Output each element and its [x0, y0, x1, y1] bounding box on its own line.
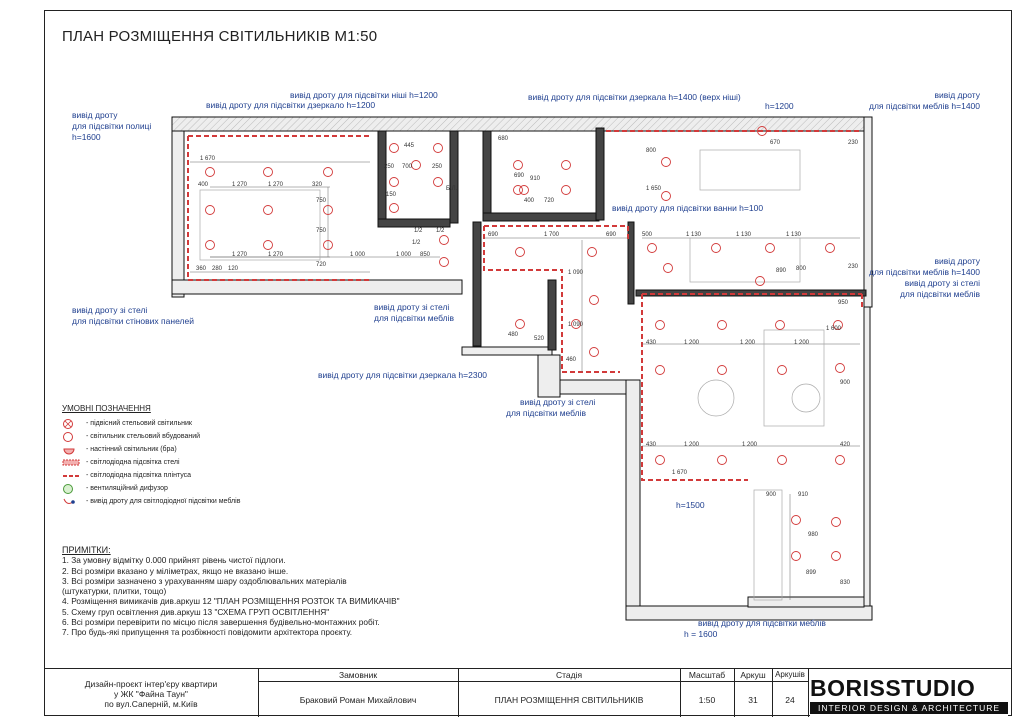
- note-line: 3. Всі розміри зазначено з урахуванням шару оздоблювальних матеріалів: [62, 575, 347, 586]
- dimension-label: 250: [432, 164, 443, 170]
- recessed-light-icon: [440, 258, 449, 267]
- recessed-light-icon: [264, 206, 273, 215]
- recessed-light-icon: [836, 364, 845, 373]
- recessed-light-icon: [718, 366, 727, 375]
- dimension-label: 120: [228, 266, 239, 272]
- recessed-light-icon: [656, 456, 665, 465]
- dimension-label: 460: [566, 357, 577, 363]
- dimension-label: 1/2: [436, 228, 445, 234]
- annotation: для підсвітки полиці: [72, 121, 152, 131]
- note-line: 5. Схему груп освітлення див.аркуш 13 "СХЕМА ГРУП ОСВІТЛЕННЯ": [62, 606, 330, 617]
- dimension-label: 800: [796, 266, 807, 272]
- dimension-label: 250: [384, 164, 395, 170]
- stage-label: Стадія: [555, 670, 583, 680]
- recessed-light-icon: [662, 158, 671, 167]
- recessed-light-icon: [206, 206, 215, 215]
- dimension-label: 400: [524, 198, 535, 204]
- dimension-label: 1 200: [794, 340, 810, 346]
- legend-row: - настінний світильник (бра): [62, 443, 240, 456]
- dimension-label: 1 130: [736, 232, 752, 238]
- recessed-light-icon: [588, 248, 597, 257]
- annotation: вивід дроту: [934, 90, 980, 100]
- recessed-light-icon: [836, 456, 845, 465]
- dimension-label: 1 090: [568, 322, 584, 328]
- recessed-light-icon: [434, 178, 443, 187]
- recessed-light-icon: [206, 168, 215, 177]
- project-line: Дизайн-проєкт інтер'єру квартири: [84, 679, 218, 689]
- sheets-value: 24: [785, 695, 795, 705]
- recessed-light-icon: [778, 366, 787, 375]
- dimension-label: 500: [642, 232, 653, 238]
- legend-row: - світильник стельовий вбудований: [62, 430, 240, 443]
- annotation: вивід дроту для підсвітки дзеркала h=1400 (верх ніші): [528, 92, 741, 102]
- annotation: h = 1600: [684, 629, 718, 639]
- left-wall: [172, 131, 184, 297]
- dimension-label: 750: [316, 198, 327, 204]
- scale-label: Масштаб: [688, 670, 726, 680]
- dimension-label: 1 200: [740, 340, 756, 346]
- dimension-label: 850: [420, 252, 431, 258]
- recessed-light-icon: [648, 244, 657, 253]
- legend: [62, 404, 240, 508]
- recessed-light-icon: [718, 321, 727, 330]
- annotation: для підсвітки меблів: [374, 313, 455, 323]
- dimension-label: 1/2: [414, 228, 423, 234]
- annotation: вивід дроту зі стелі: [374, 302, 450, 312]
- legend-row: - світлодіодна підсвітка плінтуса: [62, 469, 240, 482]
- recessed-light-icon: [792, 552, 801, 561]
- recessed-light-icon: [62, 431, 86, 443]
- dimension-label: 480: [508, 332, 519, 338]
- recessed-light-icon: [718, 456, 727, 465]
- dimension-label: 430: [646, 340, 657, 346]
- recessed-light-icon: [514, 161, 523, 170]
- dimension-label: 1 000: [350, 252, 366, 258]
- dimension-label: 1 130: [786, 232, 802, 238]
- dimension-label: 750: [316, 228, 327, 234]
- dimension-label: 1 270: [268, 252, 284, 258]
- annotation: вивід дроту для підсвітки дзеркала h=2300: [318, 370, 488, 380]
- legend-row: - вивід дроту для світлодіодної підсвітки меблів: [62, 495, 240, 508]
- annotation: вивід дроту зі стелі: [72, 305, 148, 315]
- recessed-light-icon: [206, 241, 215, 250]
- dimension-label: 1 200: [742, 442, 758, 448]
- sheet-label: Аркуш: [740, 670, 766, 680]
- dimension-label: 445: [404, 143, 415, 149]
- dimension-label: Б.Л.: [446, 186, 458, 192]
- annotation: вивід дроту зі стелі: [520, 397, 596, 407]
- dimension-label: 1 270: [232, 252, 248, 258]
- dimension-label: 1 090: [568, 270, 584, 276]
- recessed-light-icon: [562, 161, 571, 170]
- right-wall: [864, 117, 872, 307]
- dimension-label: 320: [312, 182, 323, 188]
- recessed-light-icon: [562, 186, 571, 195]
- dimension-label: 670: [770, 140, 781, 146]
- recessed-light-icon: [826, 244, 835, 253]
- sheet-value: 31: [748, 695, 758, 705]
- annotation: для підсвітки меблів h=1400: [869, 101, 980, 111]
- recessed-light-icon: [832, 518, 841, 527]
- dimension-label: 690: [488, 232, 499, 238]
- dimension-label: 1 600: [826, 326, 842, 332]
- recessed-light-icon: [590, 348, 599, 357]
- annotation: h=1500: [676, 500, 705, 510]
- dimension-label: 900: [766, 492, 777, 498]
- annotation: вивід дроту для підсвітки меблів: [698, 618, 826, 628]
- annotation: вивід дроту: [934, 256, 980, 266]
- recessed-light-icon: [832, 552, 841, 561]
- annotation: для підсвітки меблів: [899, 289, 980, 299]
- logo-tagline: INTERIOR DESIGN & ARCHITECTURE: [810, 702, 1008, 714]
- recessed-light-icon: [756, 277, 765, 286]
- dimension-label: 360: [196, 266, 207, 272]
- annotation: вивід дроту для підсвітки дзеркало h=1200: [206, 100, 376, 110]
- dimension-label: 230: [848, 140, 859, 146]
- dimension-label: 400: [198, 182, 209, 188]
- stage-value: ПЛАН РОЗМІЩЕННЯ СВІТИЛЬНИКІВ: [494, 695, 644, 705]
- dimension-label: 1 700: [544, 232, 560, 238]
- recessed-light-icon: [590, 296, 599, 305]
- legend-row: - світлодіодна підсвітка стелі: [62, 456, 240, 469]
- annotation: h=1600: [72, 132, 101, 142]
- annotation: вивід дроту для підсвітки ванни h=100: [612, 203, 764, 213]
- dimension-label: 980: [808, 532, 819, 538]
- recessed-light-icon: [264, 168, 273, 177]
- recessed-light-icon: [664, 264, 673, 273]
- wire-outlet-icon: [62, 496, 86, 508]
- dimension-label: 1 200: [684, 340, 700, 346]
- recessed-light-icon: [792, 516, 801, 525]
- dimension-label: 720: [544, 198, 555, 204]
- recessed-light-icon: [712, 244, 721, 253]
- recessed-light-icon: [264, 241, 273, 250]
- dimension-label: 280: [212, 266, 223, 272]
- dimension-label: 1/2: [412, 240, 421, 246]
- dimension-label: 1 000: [396, 252, 412, 258]
- annotation: для підсвітки меблів: [506, 408, 587, 418]
- client-label: Замовник: [338, 670, 378, 680]
- vent-diffuser-icon: [62, 483, 86, 495]
- scale-value: 1:50: [698, 695, 716, 705]
- notes-heading: ПРИМІТКИ:: [62, 545, 111, 555]
- dimension-label: 690: [606, 232, 617, 238]
- legend-row: - вентиляційний дифузор: [62, 482, 240, 495]
- recessed-light-icon: [778, 456, 787, 465]
- legend-row: - підвісний стельовий світильник: [62, 417, 240, 430]
- recessed-light-icon: [656, 366, 665, 375]
- dimension-label: 520: [534, 336, 545, 342]
- dimension-label: 1 650: [646, 186, 662, 192]
- plinth-strip-icon: [62, 470, 86, 482]
- note-line: 2. Всі розміри вказано у міліметрах, якщо не вказано інше.: [62, 565, 289, 576]
- annotation: вивід дроту: [72, 110, 118, 120]
- recessed-light-icon: [440, 236, 449, 245]
- dimension-label: 1 200: [684, 442, 700, 448]
- sheets-label: Аркушів: [775, 670, 805, 679]
- recessed-light-icon: [434, 144, 443, 153]
- annotation: h=1200: [765, 101, 794, 111]
- recessed-light-icon: [516, 248, 525, 257]
- notes: [62, 545, 442, 638]
- note-line: 1. За умовну відмітку 0.000 прийнят рівень чистої підлоги.: [62, 555, 286, 566]
- logo-text: BORISSTUDIO: [810, 675, 976, 701]
- dimension-label: 899: [806, 570, 817, 576]
- bottom-wall-living: [172, 280, 462, 294]
- dimension-label: 800: [646, 148, 657, 154]
- dimension-label: 900: [840, 380, 851, 386]
- dimension-label: 1 270: [232, 182, 248, 188]
- recessed-light-icon: [412, 161, 421, 170]
- legend-heading: УМОВНІ ПОЗНАЧЕННЯ: [62, 404, 151, 413]
- dimension-label: 890: [776, 268, 787, 274]
- dimension-label: 830: [840, 580, 851, 586]
- recessed-light-icon: [656, 321, 665, 330]
- annotation: для підсвітки меблів h=1400: [869, 267, 980, 277]
- note-line: 4. Розміщення вимикачів див.аркуш 12 "ПЛАН РОЗМІЩЕННЯ РОЗТОК ТА ВИМИКАЧІВ": [62, 596, 400, 607]
- recessed-light-icon: [766, 244, 775, 253]
- dimension-label: 1 270: [268, 182, 284, 188]
- dimension-label: 1 670: [200, 156, 216, 162]
- dimension-label: 1 670: [672, 470, 688, 476]
- recessed-light-icon: [390, 178, 399, 187]
- annotation: вивід дроту зі стелі: [904, 278, 980, 288]
- recessed-light-icon: [516, 320, 525, 329]
- recessed-light-icon: [324, 168, 333, 177]
- note-line: 7. Про будь-які припущення та розбіжності повідомити архітектора проєкту.: [62, 627, 353, 638]
- recessed-light-icon: [662, 192, 671, 201]
- note-line: 6. Всі розміри перевірити по місцю після завершення будівельно-монтажних робіт.: [62, 617, 380, 628]
- studio-logo: [810, 676, 1008, 716]
- note-line: (штукатурки, плитки, тощо): [62, 586, 167, 597]
- dimension-label: 420: [840, 442, 851, 448]
- dimension-label: 430: [646, 442, 657, 448]
- dimension-label: 950: [838, 300, 849, 306]
- recessed-light-icon: [390, 204, 399, 213]
- dimension-label: 150: [386, 192, 397, 198]
- wall-sconce-icon: [62, 444, 86, 456]
- recessed-light-icon: [390, 144, 399, 153]
- dimension-label: 1 130: [686, 232, 702, 238]
- annotation: вивід дроту для підсвітки ніші h=1200: [290, 90, 438, 100]
- project-line: у ЖК "Файна Таун": [114, 689, 188, 699]
- ceiling-strip-icon: [62, 457, 86, 469]
- dimension-label: 690: [514, 173, 525, 179]
- annotation: для підсвітки стінових панелей: [72, 316, 194, 326]
- dimension-label: 910: [530, 176, 541, 182]
- dimension-label: 720: [316, 262, 327, 268]
- recessed-light-icon: [520, 186, 529, 195]
- client-value: Браковий Роман Михайлович: [299, 695, 417, 705]
- dimension-label: 680: [498, 136, 509, 142]
- pendant-light-icon: [62, 418, 86, 430]
- dimension-label: 700: [402, 164, 413, 170]
- page-title: ПЛАН РОЗМІЩЕННЯ СВІТИЛЬНИКІВ М1:50: [62, 28, 378, 45]
- project-line: по вул.Саперній, м.Київ: [104, 699, 198, 709]
- recessed-light-icon: [776, 321, 785, 330]
- dimension-label: 910: [798, 492, 809, 498]
- dimension-label: 230: [848, 264, 859, 270]
